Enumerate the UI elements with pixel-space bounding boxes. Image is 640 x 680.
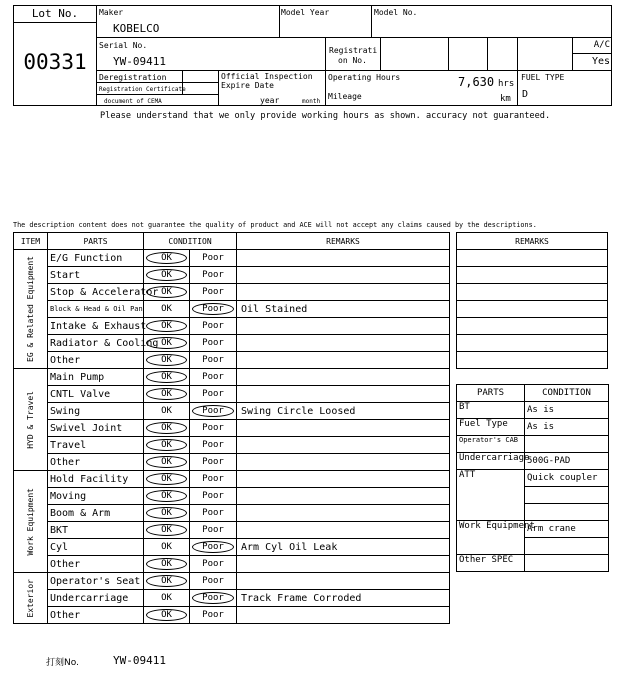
condition-label: Poor xyxy=(202,253,224,263)
remark-blank-cell xyxy=(457,250,608,267)
model-no-label: Model No. xyxy=(374,8,418,17)
condition-poor[interactable] xyxy=(190,590,237,607)
remark-cell xyxy=(237,454,450,471)
condition-ok[interactable] xyxy=(144,301,190,318)
part-name: Other xyxy=(48,454,144,471)
condition-label: Poor xyxy=(202,389,224,399)
remark-cell: Swing Circle Loosed xyxy=(237,403,450,420)
condition-poor[interactable] xyxy=(190,505,237,522)
spec-part: Fuel Type xyxy=(457,419,525,436)
part-name: Radiator & Cooling xyxy=(48,335,144,352)
condition-poor[interactable] xyxy=(190,471,237,488)
condition-ok[interactable] xyxy=(144,522,190,539)
deregistration-label: Deregistration xyxy=(99,73,167,82)
condition-ok[interactable] xyxy=(144,284,190,301)
condition-poor[interactable] xyxy=(190,607,237,624)
condition-ok[interactable] xyxy=(144,250,190,267)
spec-condition xyxy=(525,487,609,504)
month-label: month xyxy=(302,98,321,105)
remark-cell xyxy=(237,505,450,522)
condition-label: OK xyxy=(161,474,172,484)
condition-label: OK xyxy=(161,253,172,263)
condition-label: Poor xyxy=(202,610,224,620)
condition-label: Poor xyxy=(202,304,224,314)
table-row xyxy=(14,488,450,505)
condition-label: OK xyxy=(161,287,172,297)
registration-label-1: Registrati xyxy=(329,46,378,55)
remark-cell xyxy=(237,352,450,369)
registration-label-2: on No. xyxy=(338,56,367,65)
condition-poor[interactable] xyxy=(190,539,237,556)
condition-label: OK xyxy=(161,423,172,433)
item-group-label: EG & Related Equipment xyxy=(26,256,35,362)
maker-value: KOBELCO xyxy=(113,22,160,35)
remark-cell xyxy=(237,386,450,403)
condition-label: Poor xyxy=(202,508,224,518)
spec-condition xyxy=(525,555,609,572)
stamp-no-value: YW-09411 xyxy=(113,654,166,667)
remark-row xyxy=(457,352,608,369)
table-row xyxy=(14,386,450,403)
part-name: Boom & Arm xyxy=(48,505,144,522)
part-name: Swivel Joint xyxy=(48,420,144,437)
table-row xyxy=(14,437,450,454)
spec-condition xyxy=(525,538,609,555)
spec-col-parts: PARTS xyxy=(457,385,525,402)
remark-cell xyxy=(237,420,450,437)
remark-row xyxy=(457,335,608,352)
condition-label: Poor xyxy=(202,559,224,569)
spec-condition: As is xyxy=(525,419,609,436)
remark-row xyxy=(457,267,608,284)
remark-blank-cell xyxy=(457,301,608,318)
remark-cell xyxy=(237,437,450,454)
item-group-label: Exterior xyxy=(26,578,35,618)
part-name: Hold Facility xyxy=(48,471,144,488)
condition-ok[interactable] xyxy=(144,505,190,522)
condition-label: OK xyxy=(161,542,172,552)
spec-condition: Arm crane xyxy=(525,521,609,538)
condition-ok[interactable] xyxy=(144,352,190,369)
condition-ok[interactable] xyxy=(144,437,190,454)
condition-poor[interactable] xyxy=(190,250,237,267)
condition-ok[interactable] xyxy=(144,471,190,488)
condition-label: Poor xyxy=(202,440,224,450)
condition-label: OK xyxy=(161,389,172,399)
remark-blank-cell xyxy=(457,352,608,369)
condition-label: Poor xyxy=(202,576,224,586)
table-row xyxy=(14,318,450,335)
condition-poor[interactable] xyxy=(190,335,237,352)
remark-cell: Arm Cyl Oil Leak xyxy=(237,539,450,556)
condition-label: OK xyxy=(161,559,172,569)
item-group-label: Work Equipment xyxy=(26,487,35,556)
condition-poor[interactable] xyxy=(190,352,237,369)
condition-label: OK xyxy=(161,372,172,382)
col-condition: CONDITION xyxy=(144,233,237,250)
inspection-label-2: Expire Date xyxy=(221,81,274,90)
inspection-label-1: Official Inspection xyxy=(221,72,313,81)
spec-condition xyxy=(525,504,609,521)
condition-label: OK xyxy=(161,491,172,501)
condition-label: Poor xyxy=(202,372,224,382)
part-name: E/G Function xyxy=(48,250,144,267)
table-row xyxy=(14,369,450,386)
condition-label: Poor xyxy=(202,457,224,467)
spec-row xyxy=(457,402,609,419)
condition-ok[interactable] xyxy=(144,403,190,420)
table-row xyxy=(14,573,450,590)
km-unit: km xyxy=(500,94,511,104)
spec-row xyxy=(457,453,609,470)
right-remarks-table xyxy=(456,232,608,369)
condition-ok[interactable] xyxy=(144,607,190,624)
ac-label: A/C xyxy=(593,40,610,50)
spec-part: Operator's CAB xyxy=(457,436,525,453)
ac-value: Yes xyxy=(591,56,610,67)
condition-poor[interactable] xyxy=(190,437,237,454)
item-group-cell xyxy=(14,250,48,369)
table-row xyxy=(14,556,450,573)
fuel-type-value: D xyxy=(522,89,529,100)
maker-label: Maker xyxy=(99,8,124,17)
part-name: Main Pump xyxy=(48,369,144,386)
condition-poor[interactable] xyxy=(190,522,237,539)
condition-label: OK xyxy=(161,270,172,280)
item-group-label: HYD & Travel xyxy=(26,390,35,449)
table-row xyxy=(14,335,450,352)
condition-label: OK xyxy=(161,610,172,620)
part-name: Block & Head & Oil Pan xyxy=(48,301,144,318)
spec-part: Undercarriage xyxy=(457,453,525,470)
spec-condition: Quick coupler xyxy=(525,470,609,487)
remark-cell xyxy=(237,369,450,386)
remark-cell xyxy=(237,318,450,335)
condition-poor[interactable] xyxy=(190,573,237,590)
part-name: Cyl xyxy=(48,539,144,556)
condition-poor[interactable] xyxy=(190,284,237,301)
part-name: Intake & Exhaust xyxy=(48,318,144,335)
table-row xyxy=(14,403,450,420)
condition-poor[interactable] xyxy=(190,301,237,318)
condition-label: Poor xyxy=(202,491,224,501)
part-name: Start xyxy=(48,267,144,284)
item-group-cell xyxy=(14,573,48,624)
condition-poor[interactable] xyxy=(190,267,237,284)
part-name: Moving xyxy=(48,488,144,505)
table-row xyxy=(14,522,450,539)
remark-cell xyxy=(237,267,450,284)
col-item: ITEM xyxy=(14,233,48,250)
part-name: BKT xyxy=(48,522,144,539)
condition-ok[interactable] xyxy=(144,369,190,386)
remark-blank-cell xyxy=(457,335,608,352)
inspection-table xyxy=(13,232,450,624)
remark-cell xyxy=(237,471,450,488)
spec-condition: 500G-PAD xyxy=(525,453,609,470)
part-name: Travel xyxy=(48,437,144,454)
serial-value: YW-09411 xyxy=(113,55,166,68)
table-row xyxy=(14,539,450,556)
spec-row xyxy=(457,419,609,436)
lot-number: 00331 xyxy=(23,50,87,74)
spec-row xyxy=(457,436,609,453)
condition-ok[interactable] xyxy=(144,556,190,573)
spec-table xyxy=(456,384,609,572)
remark-blank-cell xyxy=(457,284,608,301)
spec-row xyxy=(457,555,609,572)
remark-cell xyxy=(237,488,450,505)
condition-ok[interactable] xyxy=(144,386,190,403)
lot-label: Lot No. xyxy=(31,7,79,20)
remark-cell xyxy=(237,607,450,624)
condition-label: Poor xyxy=(202,406,224,416)
condition-label: OK xyxy=(161,406,172,416)
registration-certificate-label: Registration Certificate xyxy=(99,86,186,93)
condition-label: Poor xyxy=(202,338,224,348)
condition-label: OK xyxy=(161,593,172,603)
part-name: Swing xyxy=(48,403,144,420)
part-name: Stop & Accelerator xyxy=(48,284,144,301)
col-remarks: REMARKS xyxy=(237,233,450,250)
condition-label: Poor xyxy=(202,474,224,484)
remark-cell: Track Frame Corroded xyxy=(237,590,450,607)
condition-ok[interactable] xyxy=(144,539,190,556)
part-name: Other xyxy=(48,607,144,624)
condition-ok[interactable] xyxy=(144,318,190,335)
operating-hours-label: Operating Hours xyxy=(328,73,401,82)
operating-hours-value: 7,630 xyxy=(458,75,495,89)
condition-poor[interactable] xyxy=(190,369,237,386)
serial-label: Serial No. xyxy=(99,41,148,50)
condition-ok[interactable] xyxy=(144,454,190,471)
remark-row xyxy=(457,284,608,301)
condition-ok[interactable] xyxy=(144,335,190,352)
spec-part: BT xyxy=(457,402,525,419)
remark-row xyxy=(457,318,608,335)
part-name: Undercarriage xyxy=(48,590,144,607)
remark-blank-cell xyxy=(457,267,608,284)
condition-label: Poor xyxy=(202,423,224,433)
table-row xyxy=(14,505,450,522)
condition-poor[interactable] xyxy=(190,556,237,573)
cema-document-label: document of CEMA xyxy=(104,98,162,105)
col-parts: PARTS xyxy=(48,233,144,250)
condition-ok[interactable] xyxy=(144,488,190,505)
year-label: year xyxy=(260,96,280,105)
table-row xyxy=(14,420,450,437)
fuel-type-label: FUEL TYPE xyxy=(521,73,565,82)
hrs-unit: hrs xyxy=(498,79,515,89)
condition-poor[interactable] xyxy=(190,403,237,420)
spec-part: ATT xyxy=(457,470,525,521)
part-name: CNTL Valve xyxy=(48,386,144,403)
item-group-cell xyxy=(14,369,48,471)
part-name: Other xyxy=(48,352,144,369)
remark-cell xyxy=(237,573,450,590)
condition-label: Poor xyxy=(202,270,224,280)
condition-poor[interactable] xyxy=(190,454,237,471)
condition-poor[interactable] xyxy=(190,318,237,335)
model-year-label: Model Year xyxy=(281,8,330,17)
condition-ok[interactable] xyxy=(144,267,190,284)
right-remarks-header: REMARKS xyxy=(457,233,608,250)
table-row xyxy=(14,301,450,318)
table-row xyxy=(14,590,450,607)
part-name: Other xyxy=(48,556,144,573)
spec-condition: As is xyxy=(525,402,609,419)
condition-label: Poor xyxy=(202,355,224,365)
condition-label: Poor xyxy=(202,321,224,331)
remark-row xyxy=(457,250,608,267)
spec-row xyxy=(457,470,609,487)
condition-label: OK xyxy=(161,525,172,535)
remark-cell xyxy=(237,556,450,573)
condition-ok[interactable] xyxy=(144,590,190,607)
remark-blank-cell xyxy=(457,318,608,335)
condition-poor[interactable] xyxy=(190,488,237,505)
table-row xyxy=(14,284,450,301)
remark-row xyxy=(457,301,608,318)
remark-cell xyxy=(237,335,450,352)
remark-cell xyxy=(237,522,450,539)
condition-poor[interactable] xyxy=(190,420,237,437)
condition-label: Poor xyxy=(202,525,224,535)
part-name: Operator's Seat xyxy=(48,573,144,590)
item-group-cell xyxy=(14,471,48,573)
condition-label: OK xyxy=(161,576,172,586)
disclaimer: The description content does not guarantee the quality of product and ACE will not accept any claims caused by the descriptions. xyxy=(13,221,537,229)
spec-row xyxy=(457,521,609,538)
remark-cell xyxy=(237,250,450,267)
mileage-label: Mileage xyxy=(328,92,362,101)
condition-label: OK xyxy=(161,338,172,348)
spec-part: Other SPEC xyxy=(457,555,525,572)
table-row xyxy=(14,267,450,284)
spec-col-condition: CONDITION xyxy=(525,385,609,402)
remark-cell: Oil Stained xyxy=(237,301,450,318)
condition-label: OK xyxy=(161,304,172,314)
condition-ok[interactable] xyxy=(144,573,190,590)
table-row xyxy=(14,454,450,471)
table-row xyxy=(14,352,450,369)
spec-condition xyxy=(525,436,609,453)
spec-part: Work Equipment xyxy=(457,521,525,555)
remark-cell xyxy=(237,284,450,301)
condition-ok[interactable] xyxy=(144,420,190,437)
stamp-no-label: 打刻No. xyxy=(46,658,79,668)
condition-label: OK xyxy=(161,440,172,450)
condition-poor[interactable] xyxy=(190,386,237,403)
table-row xyxy=(14,471,450,488)
condition-label: OK xyxy=(161,457,172,467)
table-row xyxy=(14,250,450,267)
table-row xyxy=(14,607,450,624)
condition-label: Poor xyxy=(202,593,224,603)
condition-label: OK xyxy=(161,321,172,331)
condition-label: OK xyxy=(161,355,172,365)
condition-label: Poor xyxy=(202,542,224,552)
condition-label: OK xyxy=(161,508,172,518)
condition-label: Poor xyxy=(202,287,224,297)
hours-notice: Please understand that we only provide working hours as shown. accuracy not guaranteed. xyxy=(100,111,551,121)
